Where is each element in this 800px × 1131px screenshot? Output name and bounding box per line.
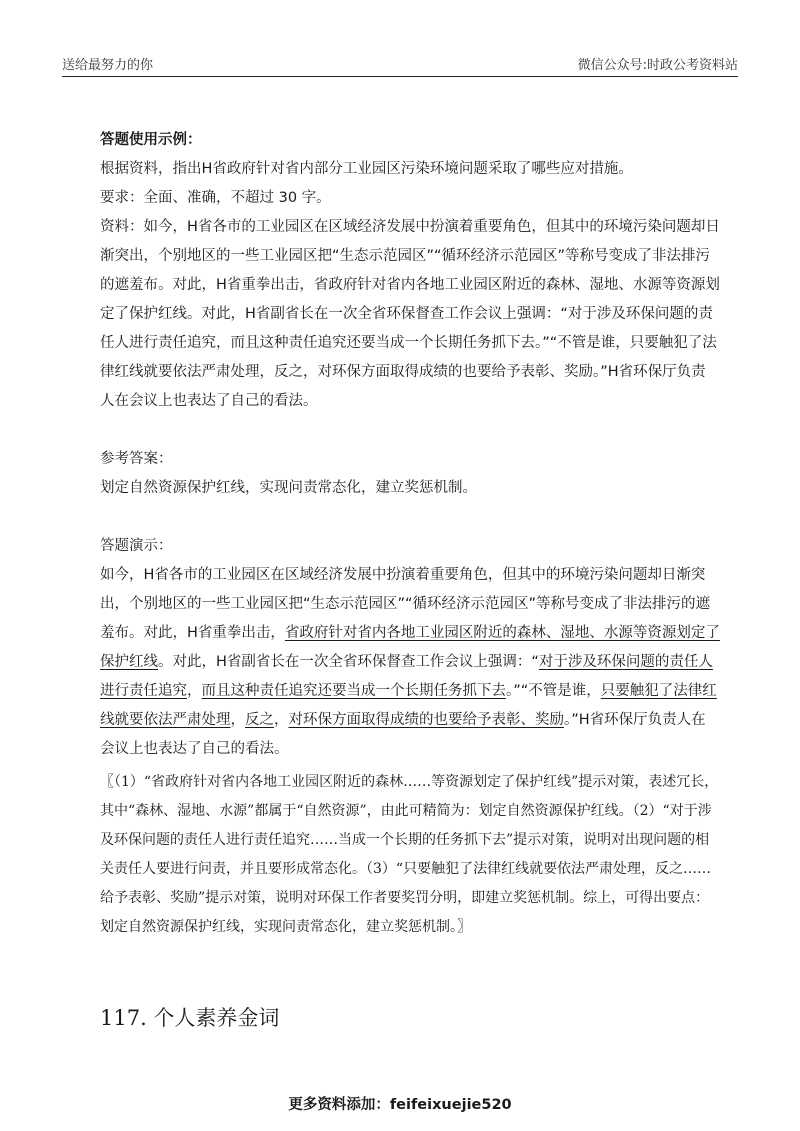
example-question: 根据资料，指出H省政府针对省内部分工业园区污染环境问题采取了哪些应对措施。: [100, 161, 633, 177]
section-title: 117. 个人素养金词: [100, 1006, 280, 1030]
demo-underlined-text: 而且这种责任追究还要当成一个长期任务抓下去: [201, 683, 506, 699]
demo-text: 如今，H省各市的工业园区在区域经济发展中扮演着重要角色，但其中的环境污染问题却日渐突出，个别地区的一些工业园区把“生态示范园区”“循环经济示范园区”等称号变成了非法排污的遮羞布。对此，H省重拳出击，: [100, 567, 711, 641]
header-left-text: 送给最努力的你: [62, 58, 154, 73]
reference-answer: 划定自然资源保护红线，实现问责常态化，建立奖惩机制。: [100, 480, 477, 496]
demo-underlined-text: 对环保方面取得成绩的也要给予表彰、奖励: [288, 712, 564, 728]
demo-text: 。”H省环保厅负责人在会议上也表达了自己的看法。: [100, 712, 706, 757]
document-body: [100, 126, 720, 942]
spacer: [100, 416, 720, 445]
example-title: 答题使用示例：: [100, 132, 202, 148]
demo-underlined-text: 对于涉及环保问题的责任人进行责任追究: [100, 654, 713, 699]
header-divider: [62, 76, 738, 77]
demo-analysis: 〖（1）“省政府针对省内各地工业园区附近的森林……等资源划定了保护红线”提示对策，表述冗长，其中“森林、湿地、水源”都属于“自然资源”，由此可精简为：划定自然资源保护红线。（2）“对于涉及环保问题的责任人进行责任追究……当成一个长期的任务抓下去”提示对策，说明对出现问题的相关责任人要进行问责，并且要形成常态化。（3）“只要触犯了法律红线就要依法严肃处理，反之……给予表彰、奖励”提示对策，说明对环保工作者要奖罚分明，即建立奖惩机制。综上，可得出要点：划定自然资源保护红线，实现问责常态化，建立奖惩机制。〗: [100, 774, 719, 935]
spacer: [100, 503, 720, 532]
header-right-text: 微信公众号:时政公考资料站: [577, 58, 738, 73]
demo-underlined-text: 省政府针对省内各地工业园区附近的森林、湿地、水源等资源划定了保护红线: [100, 625, 720, 670]
demo-text: ，: [274, 712, 289, 728]
example-material: 资料：如今，H省各市的工业园区在区域经济发展中扮演着重要角色，但其中的环境污染问题却日渐突出，个别地区的一些工业园区把“生态示范园区”“循环经济示范园区”等称号变成了非法排污的遮羞布。对此，H省重拳出击，省政府针对省内各地工业园区附近的森林、湿地、水源等资源划定了保护红线。对此，H省副省长在一次全省环保督查工作会议上强调：“对于涉及环保问题的责任人进行责任追究，而且这种责任追究还要当成一个长期任务抓下去。”“不管是谁，只要触犯了法律红线就要依法严肃处理，反之，对环保方面取得成绩的也要给予表彰、奖励。”H省环保厅负责人在会议上也表达了自己的看法。: [100, 219, 720, 409]
example-requirement: 要求：全面、准确，不超过 30 字。: [100, 190, 331, 206]
reference-title: 参考答案：: [100, 451, 173, 467]
demo-underlined-text: 只要触犯了法律红线就要依法严肃处理: [100, 683, 717, 728]
demo-text: ，: [187, 683, 202, 699]
footer-text: 更多资料添加：feifeixuejie520: [288, 1097, 512, 1113]
demo-text: 。”“不管是谁，: [506, 683, 601, 699]
demo-underlined-text: 反之: [245, 712, 274, 728]
demo-material: [100, 561, 720, 764]
demo-text: ，: [230, 712, 245, 728]
demo-text: 。对此，H省副省长在一次全省环保督查工作会议上强调：“: [158, 654, 539, 670]
demo-title: 答题演示：: [100, 538, 173, 554]
